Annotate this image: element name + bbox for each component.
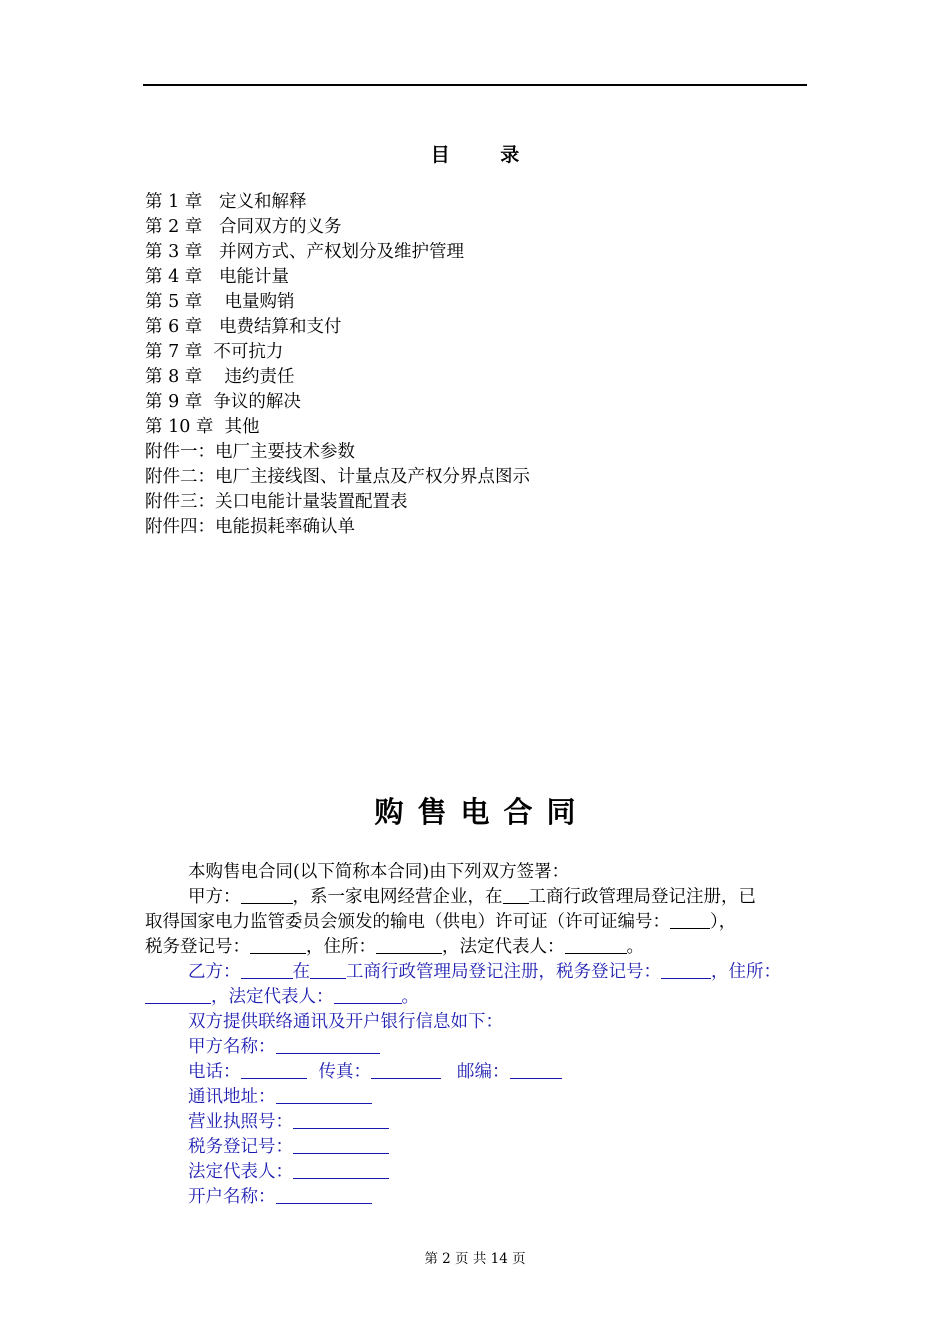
fax-blank — [371, 1060, 441, 1079]
party-b-text: ，法定代表人： — [211, 987, 334, 1007]
toc-item: 第 1 章 定义和解释 — [145, 192, 307, 212]
field-blank — [293, 1135, 389, 1154]
field-label: 甲方名称： — [188, 1037, 276, 1057]
party-b-line-2 — [145, 985, 825, 1010]
toc-item: 附件一：电厂主要技术参数 — [145, 442, 355, 462]
field-blank — [276, 1185, 372, 1204]
party-b-address-blank — [145, 985, 211, 1004]
tax-number-blank — [250, 935, 306, 954]
license-number-blank — [670, 910, 710, 929]
field-label: 通讯地址： — [188, 1087, 276, 1107]
field-label: 邮编： — [457, 1062, 510, 1082]
field-label: 税务登记号： — [188, 1137, 293, 1157]
field-rep — [145, 1160, 825, 1185]
party-a-text: ，住所： — [306, 937, 376, 957]
zip-blank — [510, 1060, 562, 1079]
party-b-text: ，住所： — [711, 962, 781, 982]
field-label: 开户名称： — [188, 1187, 276, 1207]
party-a-text: ，法定代表人： — [442, 937, 565, 957]
party-b-name-blank — [241, 960, 293, 979]
party-b-text: 。 — [401, 987, 419, 1007]
contract-body — [145, 860, 825, 1210]
toc-item: 第 2 章 合同双方的义务 — [145, 217, 342, 237]
field-tax — [145, 1135, 825, 1160]
party-b-tax-blank — [661, 960, 711, 979]
toc-title: 目 录 — [430, 144, 542, 166]
party-a-line-2 — [145, 910, 825, 935]
party-a-text: ）， — [710, 912, 737, 932]
header-rule — [143, 84, 807, 86]
field-blank — [293, 1160, 389, 1179]
party-b-rep-blank — [334, 985, 402, 1004]
toc-item: 第 10 章 其他 — [145, 417, 260, 437]
toc-item: 附件四：电能损耗率确认单 — [145, 517, 355, 537]
address-blank — [376, 935, 442, 954]
phone-blank — [241, 1060, 307, 1079]
party-b-registry-blank — [310, 960, 346, 979]
party-a-text: 取得国家电力监管委员会颁发的输电（供电）许可证（许可证编号： — [145, 912, 670, 932]
toc-item: 附件三：关口电能计量装置配置表 — [145, 492, 408, 512]
field-address — [145, 1085, 825, 1110]
toc-item: 附件二：电厂主接线图、计量点及产权分界点图示 — [145, 467, 530, 487]
field-phone-row — [145, 1060, 825, 1085]
party-a-text: 税务登记号： — [145, 937, 250, 957]
field-license — [145, 1110, 825, 1135]
party-a-line-1 — [145, 885, 825, 910]
party-b-text: 工商行政管理局登记注册，税务登记号： — [346, 962, 661, 982]
page-footer: 第 2 页 共 14 页 — [424, 1251, 526, 1267]
party-a-name-blank — [241, 885, 293, 904]
field-blank — [293, 1110, 389, 1129]
contract-title: 购售电合同 — [374, 795, 590, 829]
contact-intro: 双方提供联络通讯及开户银行信息如下： — [188, 1012, 503, 1032]
toc-item: 第 7 章 不可抗力 — [145, 342, 284, 362]
toc-item: 第 9 章 争议的解决 — [145, 392, 301, 412]
party-a-text: ，系一家电网经营企业，在 — [292, 887, 503, 907]
toc-item: 第 4 章 电能计量 — [145, 267, 289, 287]
field-blank — [276, 1085, 372, 1104]
toc-item: 第 6 章 电费结算和支付 — [145, 317, 342, 337]
party-b-line-1 — [145, 960, 825, 985]
field-blank — [276, 1035, 380, 1054]
toc-item: 第 3 章 并网方式、产权划分及维护管理 — [145, 242, 464, 262]
party-a-label: 甲方： — [188, 887, 241, 907]
toc-list — [145, 190, 530, 540]
field-label: 营业执照号： — [188, 1112, 293, 1132]
field-party-a-name — [145, 1035, 825, 1060]
party-a-registry-blank — [503, 885, 529, 904]
party-b-text: 在 — [292, 962, 310, 982]
legal-rep-blank — [565, 935, 627, 954]
party-a-line-3 — [145, 935, 825, 960]
field-label: 电话： — [188, 1062, 241, 1082]
toc-item: 第 8 章 违约责任 — [145, 367, 295, 387]
field-label: 法定代表人： — [188, 1162, 293, 1182]
intro-paragraph: 本购售电合同(以下简称本合同)由下列双方签署： — [188, 862, 570, 882]
field-label: 传真： — [318, 1062, 371, 1082]
party-a-text: 工商行政管理局登记注册，已 — [528, 887, 756, 907]
toc-item: 第 5 章 电量购销 — [145, 292, 295, 312]
party-a-text: 。 — [626, 937, 644, 957]
party-b-label: 乙方： — [188, 962, 241, 982]
field-account — [145, 1185, 825, 1210]
